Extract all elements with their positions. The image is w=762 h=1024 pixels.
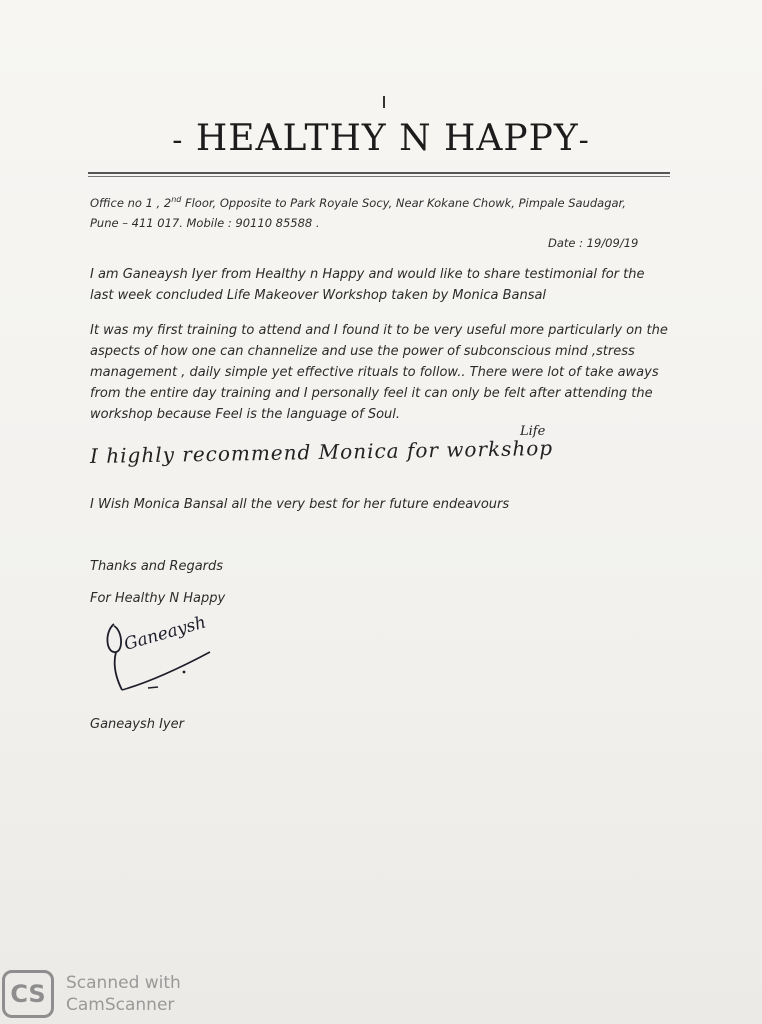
closing-thanks: Thanks and Regards [90,559,224,574]
camscanner-logo-icon: CS [2,970,54,1018]
title-dash-left: - [172,123,184,158]
office-address [90,190,690,233]
experience-paragraph: It was my first training to attend and I found it to be very useful more particularly on the aspects of how one can channelize and use the power of subconscious mind ,stress management , daily simple yet effective rituals to follow.. There were lot of take aways from the entire day training and I personally feel it can only be felt after attending the workshop because Feel is the language of Soul. [90,323,668,422]
letter-date: Date : 19/09/19 [548,236,639,250]
letterhead-rule [88,172,670,174]
handwritten-signature [100,612,230,697]
wishes-paragraph: I Wish Monica Bansal all the very best for her future endeavours [90,497,510,512]
watermark-line-1: Scanned with [66,973,181,993]
title-text: HEALTHY N HAPPY [195,118,579,159]
address-line-2: Pune – 411 017. Mobile : 90110 85588 . [90,215,320,230]
handwritten-insert: Life [520,424,546,439]
title-dash-right: - [578,123,590,158]
handwritten-recommendation: I highly recommend Monica for workshop [89,435,554,468]
letterhead-title [0,118,762,159]
watermark-line-2: CamScanner [66,995,175,1015]
intro-paragraph: I am Ganeaysh Iyer from Healthy n Happy and would like to share testimonial for the last week concluded Life Makeover Workshop taken by Monica Bansal [90,267,645,303]
decorative-tick-mark [383,96,385,108]
signatory-name: Ganeaysh Iyer [90,717,184,732]
letterhead-rule-thin [88,176,670,177]
address-line-1: Office no 1 , 2nd Floor, Opposite to Park Royale Socy, Near Kokane Chowk, Pimpale Saudagar, [90,195,626,210]
signature-scribble: Ganeaysh [121,612,209,655]
scanner-watermark [66,972,181,1016]
closing-organization: For Healthy N Happy [90,591,226,606]
